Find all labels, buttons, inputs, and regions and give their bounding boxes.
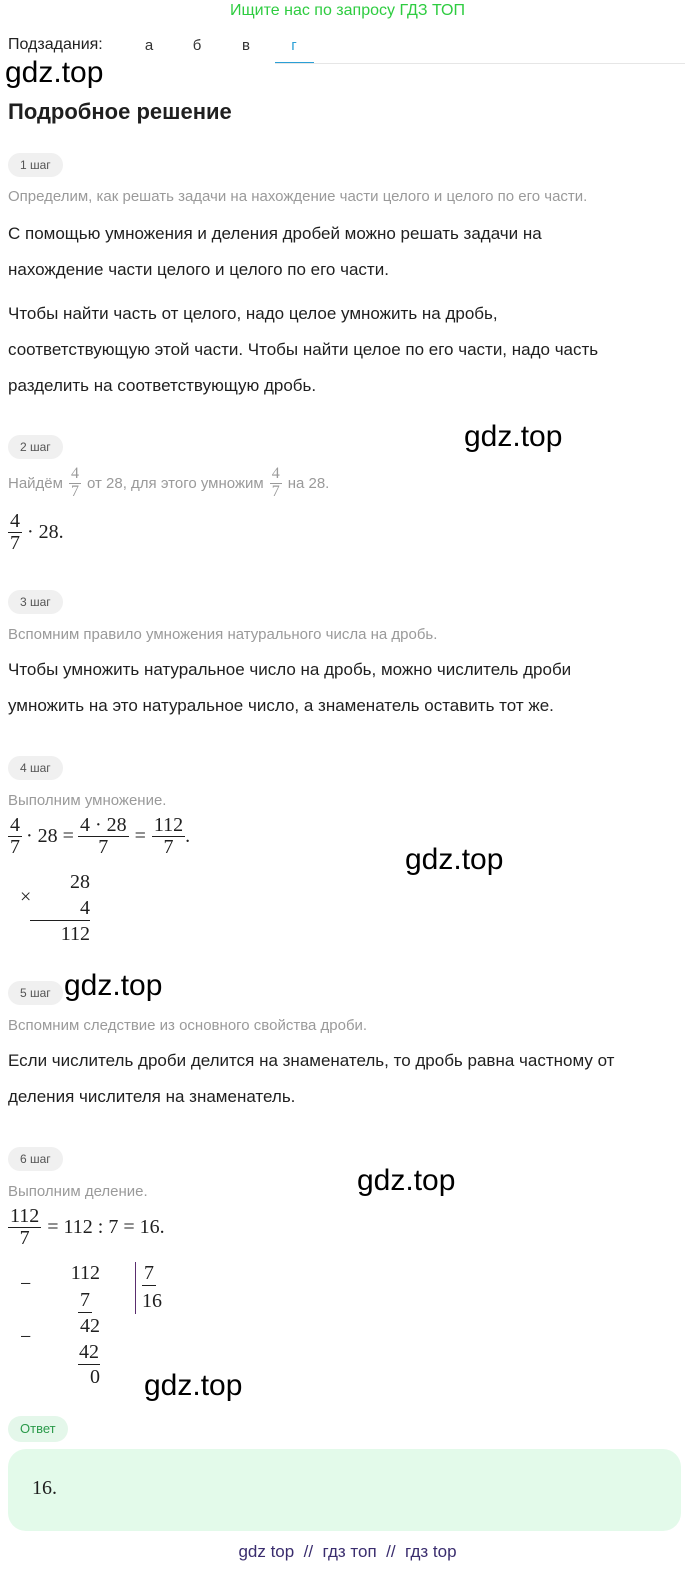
denominator: 7 [70, 482, 79, 500]
step-hint: Выполним деление. [8, 1183, 148, 1200]
step-hint: Выполним умножение. [8, 792, 167, 809]
divisor: 7 [144, 1262, 154, 1284]
answer-badge: Ответ [8, 1416, 68, 1442]
minus-sign: − [20, 1273, 32, 1295]
step-text: деления числителя на знаменатель. [8, 1087, 296, 1106]
math-expression [8, 815, 190, 858]
fraction [152, 815, 185, 858]
watermark: gdz.top [64, 969, 163, 1002]
step-text: соответствующую этой части. Чтобы найти целое по его части, надо часть [8, 340, 599, 359]
tab-v[interactable]: в [242, 37, 250, 54]
fraction [8, 1206, 41, 1249]
step-text: Чтобы найти часть от целого, надо целое умножить на дробь, [8, 304, 498, 323]
watermark: gdz.top [144, 1369, 243, 1402]
watermark: gdz.top [464, 420, 563, 453]
step-text: Чтобы умножить натуральное число на дробь, можно числитель дроби [8, 660, 572, 679]
denominator: 7 [10, 532, 20, 554]
step-badge: 2 шаг [8, 435, 63, 459]
tab-a[interactable]: а [144, 37, 154, 54]
footer-links[interactable]: gdz top // гдз топ // гдз top [238, 1542, 457, 1561]
hint-text: от 28, для этого умножим [86, 474, 264, 492]
subtasks-label: Подзадания: [8, 36, 103, 53]
remainder: 0 [90, 1366, 100, 1388]
step-text: разделить на соответствующую дробь. [8, 376, 317, 395]
fraction [8, 511, 22, 554]
denominator: 7 [19, 1227, 30, 1249]
fraction [78, 815, 129, 858]
tabs-divider [275, 63, 685, 64]
watermark: gdz.top [5, 56, 104, 89]
answer-box [8, 1449, 681, 1531]
fraction [69, 466, 81, 501]
hint-text: Найдём [8, 474, 63, 492]
quotient: 16 [142, 1290, 162, 1312]
hint-text: на 28. [287, 474, 330, 492]
step-text: Если числитель дроби делится на знаменатель, то дробь равна частному от [8, 1051, 615, 1070]
step-hint [8, 466, 329, 501]
subtrahend: 42 [79, 1341, 99, 1363]
answer-value: 16. [32, 1477, 57, 1499]
math-expression [8, 511, 64, 554]
dividend: 112 [70, 1262, 100, 1284]
numerator: 4 [10, 510, 20, 532]
watermark: gdz.top [357, 1164, 456, 1197]
step-text: нахождение части целого и целого по его части. [8, 260, 389, 279]
column-operand: 28 [70, 871, 90, 893]
subtrahend: 7 [80, 1289, 90, 1311]
math-expression [8, 1206, 165, 1249]
step-badge: 6 шаг [8, 1147, 63, 1171]
column-result: 112 [60, 923, 90, 945]
page-title: Подробное решение [8, 99, 232, 124]
minus-sign: − [20, 1326, 32, 1348]
step-badge: 4 шаг [8, 756, 63, 780]
numerator: 4 [271, 465, 280, 482]
denominator: 7 [98, 836, 109, 858]
division-bar [135, 1262, 136, 1314]
denominator: 7 [10, 836, 20, 858]
numerator: 4 · 28 [79, 814, 127, 836]
denominator: 7 [271, 482, 280, 500]
step-badge: 5 шаг [8, 981, 63, 1005]
promo-banner[interactable]: Ищите нас по запросу ГДЗ ТОП [230, 2, 465, 19]
numerator: 112 [10, 1205, 40, 1227]
numerator: 4 [10, 814, 20, 836]
step-hint: Вспомним правило умножения натурального числа на дробь. [8, 626, 438, 643]
multiply-sign: × [20, 886, 32, 908]
column-operand: 4 [30, 897, 90, 921]
step-hint: Вспомним следствие из основного свойства дроби. [8, 1017, 368, 1034]
step-text: умножить на это натуральное число, а знаменатель оставить тот же. [8, 696, 554, 715]
numerator: 112 [153, 814, 184, 836]
tab-b[interactable]: б [192, 37, 202, 54]
watermark: gdz.top [405, 843, 504, 876]
operator: . [185, 825, 191, 847]
operator: · 28 = [26, 825, 74, 847]
step-badge: 3 шаг [8, 590, 63, 614]
expression-tail: · 28. [27, 521, 64, 543]
step-text: С помощью умножения и деления дробей можно решать задачи на [8, 224, 542, 243]
tab-g[interactable]: г [291, 37, 297, 54]
denominator: 7 [163, 836, 174, 858]
expression-tail: = 112 : 7 = 16. [47, 1216, 165, 1238]
numerator: 4 [70, 465, 79, 482]
step-hint: Определим, как решать задачи на нахождение части целого и целого по его части. [8, 188, 588, 205]
fraction [270, 466, 282, 501]
step-badge: 1 шаг [8, 153, 63, 177]
operator: = [134, 825, 146, 847]
remainder: 42 [80, 1315, 100, 1337]
fraction [8, 815, 22, 858]
